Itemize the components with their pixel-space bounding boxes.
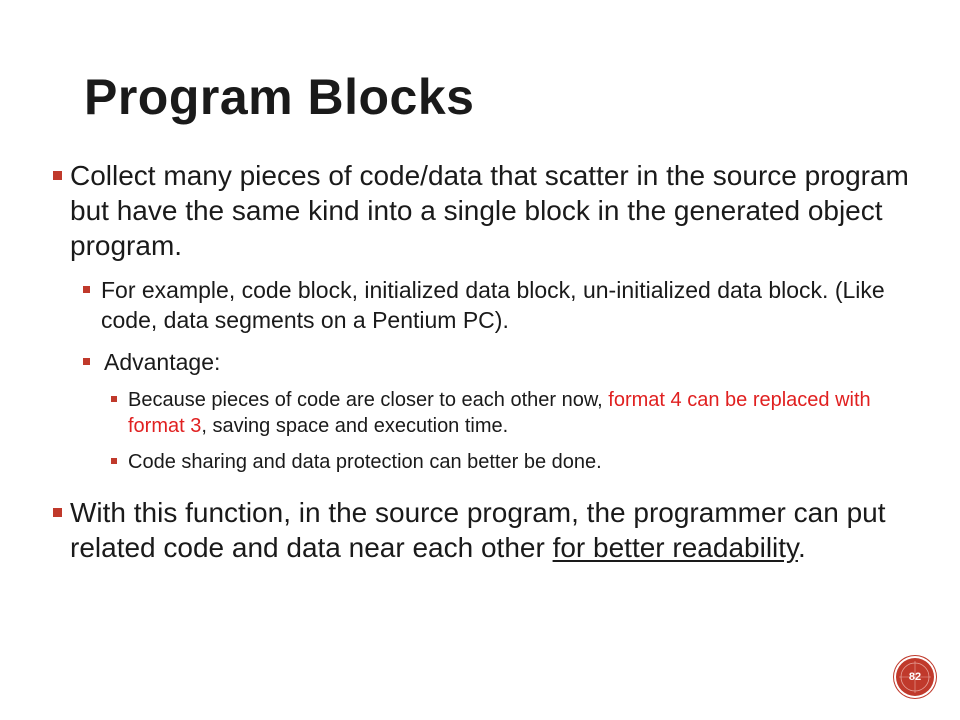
square-bullet-icon	[111, 458, 117, 464]
bullet-text: Advantage:	[104, 349, 221, 375]
page-number-badge	[896, 658, 934, 696]
square-bullet-icon	[53, 171, 62, 180]
page-number: 82	[908, 671, 922, 683]
bullet-level2-example	[80, 275, 930, 335]
bullet-text-before: With this function, in the source program, the programmer can put related code and data near each other	[70, 497, 886, 563]
slide-body	[50, 158, 930, 565]
square-bullet-icon	[53, 508, 62, 517]
bullet-text: Code sharing and data protection can better be done.	[128, 451, 602, 473]
bullet-level1-collect	[50, 158, 930, 263]
bullet-level3-because	[108, 387, 930, 439]
square-bullet-icon	[83, 286, 90, 293]
bullet-level2-advantage	[80, 347, 930, 377]
bullet-text-after: .	[797, 532, 806, 563]
bullet-text: Collect many pieces of code/data that scatter in the source program but have the same kind into a single block in the generated object program.	[70, 160, 909, 261]
bullet-text-underlined: for better readability	[552, 532, 798, 563]
bullet-text-before: Because pieces of code are closer to each other now,	[128, 389, 609, 411]
square-bullet-icon	[111, 396, 117, 402]
slide-title: Program Blocks	[84, 69, 475, 125]
bullet-text: For example, code block, initialized data block, un-initialized data block. (Like code, data segments on a Pentium PC).	[101, 277, 885, 333]
bullet-text-highlight: format 4 can be replaced with format 3	[128, 389, 871, 437]
square-bullet-icon	[83, 358, 90, 365]
bullet-level1-function	[50, 495, 930, 565]
bullet-text-after: , saving space and execution time.	[201, 415, 509, 437]
bullet-level3-sharing	[108, 449, 930, 475]
